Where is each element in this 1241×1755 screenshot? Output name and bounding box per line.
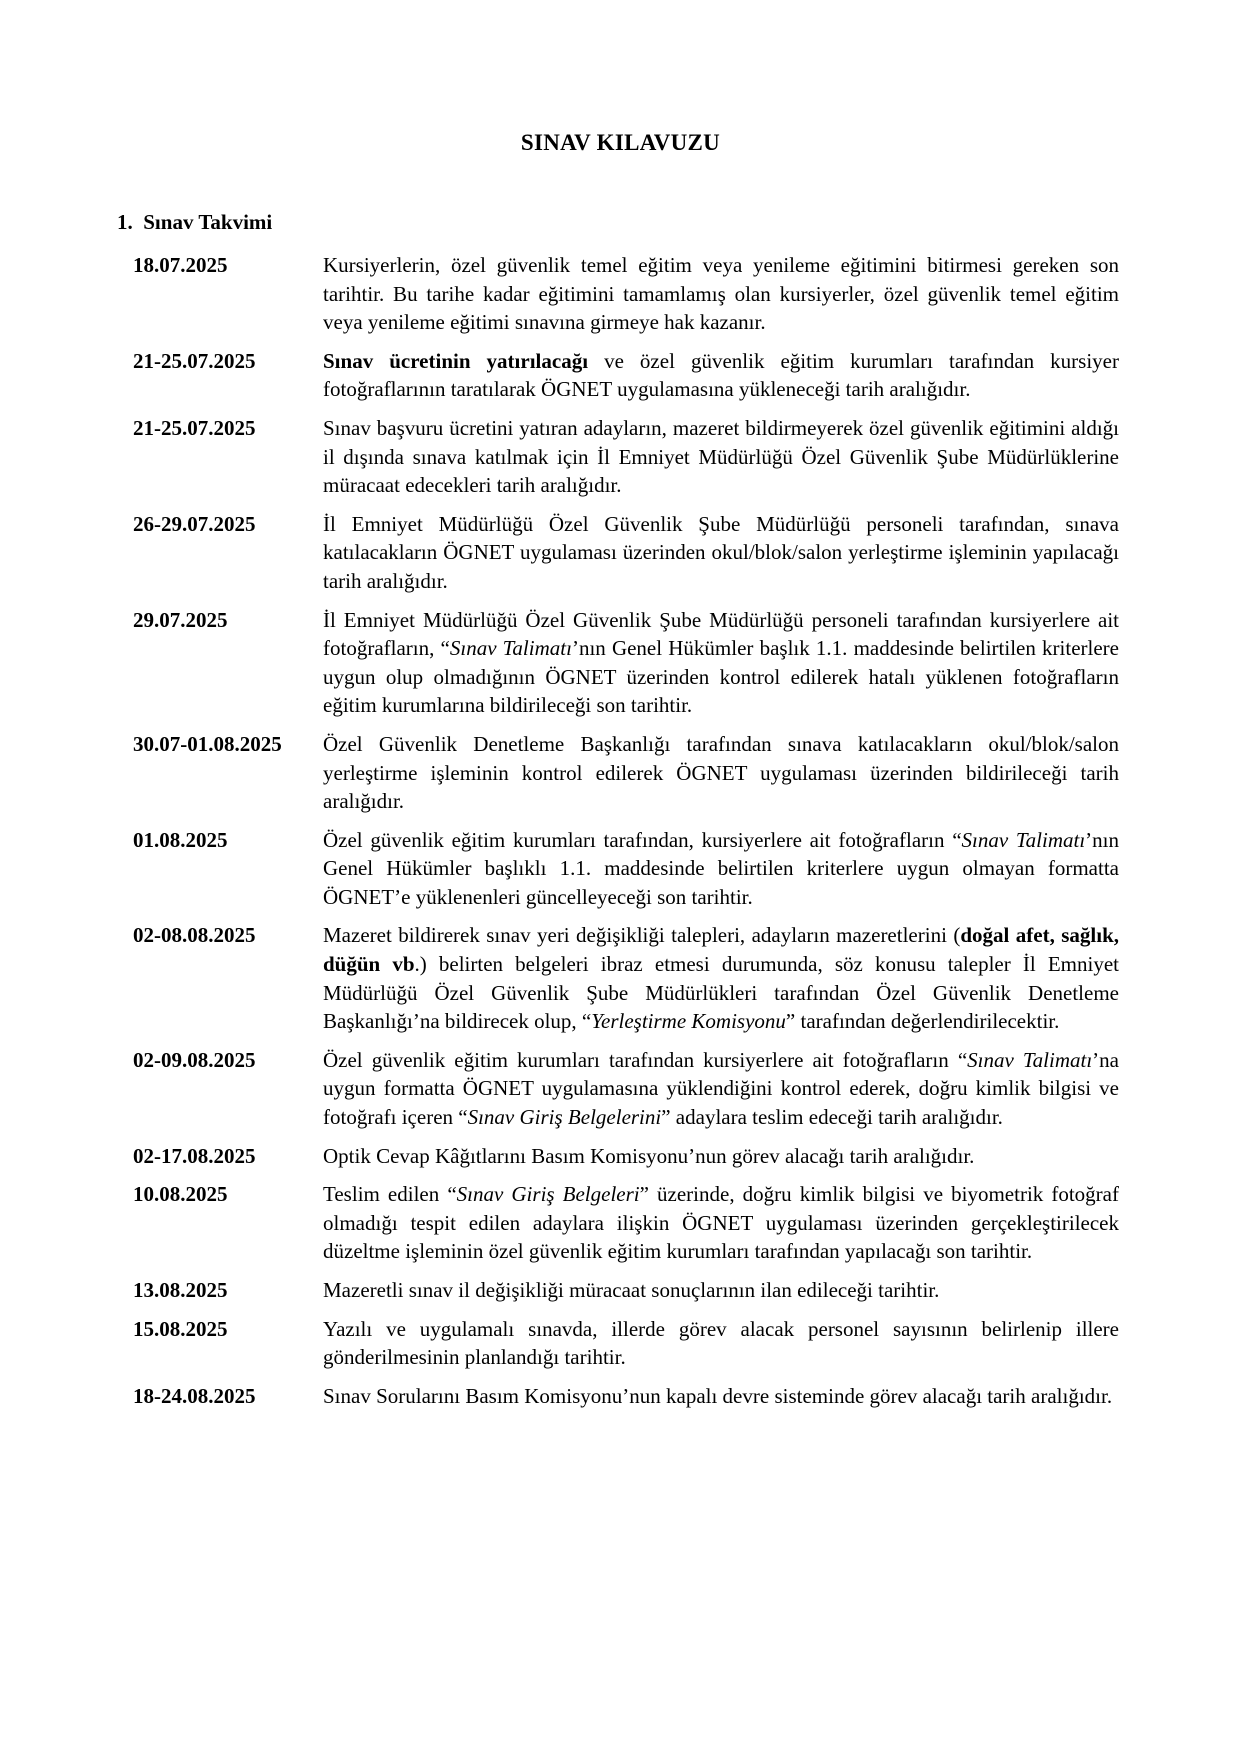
schedule-row [133,1046,1119,1132]
description-text: Özel güvenlik eğitim kurumları tarafından kursiyerlere ait fotoğrafların “ [323,1047,968,1072]
schedule-date: 13.08.2025 [133,1278,228,1302]
description-text: Sınav Sorularını Basım Komisyonu’nun kapalı devre sisteminde görev alacağı tarih aralığıdır. [323,1383,1113,1408]
section-heading [117,210,272,235]
description-text: Teslim edilen “ [323,1182,457,1207]
schedule-date: 18.07.2025 [133,253,228,277]
schedule-description [323,414,1119,500]
schedule-date: 18-24.08.2025 [133,1383,256,1408]
description-text: İl Emniyet Müdürlüğü Özel Güvenlik Şube Müdürlüğü personeli tarafından kursiyerlere ait fotoğrafların, “ [323,607,1119,661]
schedule-row [133,606,1119,720]
description-text: Yazılı ve uygulamalı sınavda, illerde görev alacak personel sayısının belirlenip illere gönderilmesinin planlandığı tarihtir. [323,1316,1119,1370]
description-text: Sınav başvuru ücretini yatıran adayların, mazeret bildirmeyerek özel güvenlik eğitimini aldığı il dışında sınava katılmak için İl Emniyet Müdürlüğü Özel Güvenlik Şube Müdürlüklerine müracaat edecekleri tarih aralığıdır. [323,415,1119,498]
schedule-row [133,1142,1119,1171]
description-text: ’na uygun formatta ÖGNET uygulamasına yüklendiğini kontrol ederek, doğru kimlik bilgisi ve fotoğrafı içeren “ [323,1047,1119,1130]
emphasis-italic: Sınav Talimatı [449,636,572,661]
section-title: Sınav Takvimi [143,210,273,234]
schedule-row [133,826,1119,912]
schedule-date: 29.07.2025 [133,607,228,632]
schedule-description [323,921,1119,1035]
schedule-row [133,347,1119,404]
schedule-row [133,1315,1119,1372]
schedule-description [323,730,1119,816]
schedule-description [323,606,1119,720]
emphasis-italic: Sınav Talimatı [961,827,1086,852]
schedule-description [323,251,1119,337]
schedule-date: 21-25.07.2025 [133,348,256,373]
schedule-row [133,1276,1119,1305]
description-text: Mazeretli sınav il değişikliği müracaat sonuçlarının ilan edileceği tarihtir. [323,1278,940,1302]
schedule-list [133,251,1119,1410]
section-number: 1. [117,210,133,234]
description-text: İl Emniyet Müdürlüğü Özel Güvenlik Şube Müdürlüğü personeli tarafından, sınava katılacakların ÖGNET uygulaması üzerinden okul/blok/salon yerleştirme işleminin yapılacağı tarih aralığıdır. [323,511,1119,593]
schedule-row [133,921,1119,1035]
emphasis-italic: Sınav Giriş Belgelerini [467,1105,662,1130]
emphasis-bold: Sınav ücretinin yatırılacağı [323,348,589,373]
emphasis-italic: Sınav Talimatı [967,1047,1093,1072]
schedule-date: 01.08.2025 [133,827,228,852]
schedule-description [323,1046,1119,1132]
description-text: Optik Cevap Kâğıtlarını Basım Komisyonu’nun görev alacağı tarih aralığıdır. [323,1143,975,1168]
schedule-date: 26-29.07.2025 [133,511,256,536]
schedule-description [323,510,1119,596]
schedule-date: 21-25.07.2025 [133,415,256,440]
schedule-description [323,1315,1119,1372]
schedule-row [133,510,1119,596]
schedule-date: 15.08.2025 [133,1316,228,1341]
schedule-description [323,1276,1119,1305]
schedule-description [323,1180,1119,1266]
schedule-date: 02-17.08.2025 [133,1143,256,1168]
schedule-description [323,347,1119,404]
description-text: ’nın Genel Hükümler başlıklı 1.1. maddesinde belirtilen kriterlere uygun olmayan formatta ÖGNET’e yüklenenleri güncelleyeceği son tarihtir. [323,827,1119,909]
schedule-description [323,826,1119,912]
schedule-row [133,1180,1119,1266]
schedule-date: 02-08.08.2025 [133,923,256,948]
schedule-description [323,1142,1119,1171]
description-text: ” üzerinde, doğru kimlik bilgisi ve biyometrik fotoğraf olmadığı tespit edilen adaylara ilişkin ÖGNET uygulaması üzerinden gerçekleştirilecek düzeltme işleminin özel güvenlik eğitim kurumları tarafından yapılacağı son tarihtir. [323,1182,1119,1264]
schedule-row [133,414,1119,500]
description-text: Kursiyerlerin, özel güvenlik temel eğitim veya yenileme eğitimini bitirmesi gereken son tarihtir. Bu tarihe kadar eğitimini tamamlamış olan kursiyerler, özel güvenlik temel eğitim veya yenileme eğitimi sınavına girmeye hak kazanır. [323,253,1119,335]
schedule-date: 02-09.08.2025 [133,1047,256,1072]
schedule-date: 10.08.2025 [133,1182,228,1207]
emphasis-italic: Sınav Giriş Belgeleri [456,1182,640,1207]
description-text: Mazeret bildirerek sınav yeri değişikliği talepleri, adayların mazeretlerini ( [323,923,961,948]
description-text: ve özel güvenlik eğitim kurumları tarafından kursiyer fotoğraflarının taratılarak ÖGNET uygulamasına yükleneceği tarih aralığıdır. [323,348,1119,402]
description-text: Özel Güvenlik Denetleme Başkanlığı tarafından sınava katılacakların okul/blok/salon yerleştirme işleminin kontrol edilerek ÖGNET uygulaması üzerinden bildirileceği tarih aralığıdır. [323,731,1119,814]
schedule-description [323,1382,1119,1411]
description-text: ” adaylara teslim edeceği tarih aralığıdır. [661,1105,1003,1130]
schedule-row [133,1382,1119,1411]
description-text: Özel güvenlik eğitim kurumları tarafından, kursiyerlere ait fotoğrafların “ [323,827,962,852]
emphasis-bold: doğal afet, sağlık, düğün vb [323,923,1120,977]
description-text: ” tarafından değerlendirilecektir. [785,1009,1060,1034]
emphasis-italic: Yerleştirme Komisyonu [591,1009,786,1034]
description-text: .) belirten belgeleri ibraz etmesi durumunda, söz konusu talepler İl Emniyet Müdürlüğü Özel Güvenlik Şube Müdürlükleri tarafından Özel Güvenlik Denetleme Başkanlığı’na bildirecek olup, “ [323,952,1119,1034]
description-text: ’nın Genel Hükümler başlık 1.1. maddesinde belirtilen kriterlere uygun olup olmadığının ÖGNET üzerinden kontrol edilerek hatalı yüklenen fotoğrafların eğitim kurumlarına bildirileceği son tarihtir. [323,636,1119,718]
schedule-row [133,251,1119,337]
schedule-date: 30.07-01.08.2025 [133,731,282,756]
document-title: SINAV KILAVUZU [520,130,721,155]
schedule-row [133,730,1119,816]
